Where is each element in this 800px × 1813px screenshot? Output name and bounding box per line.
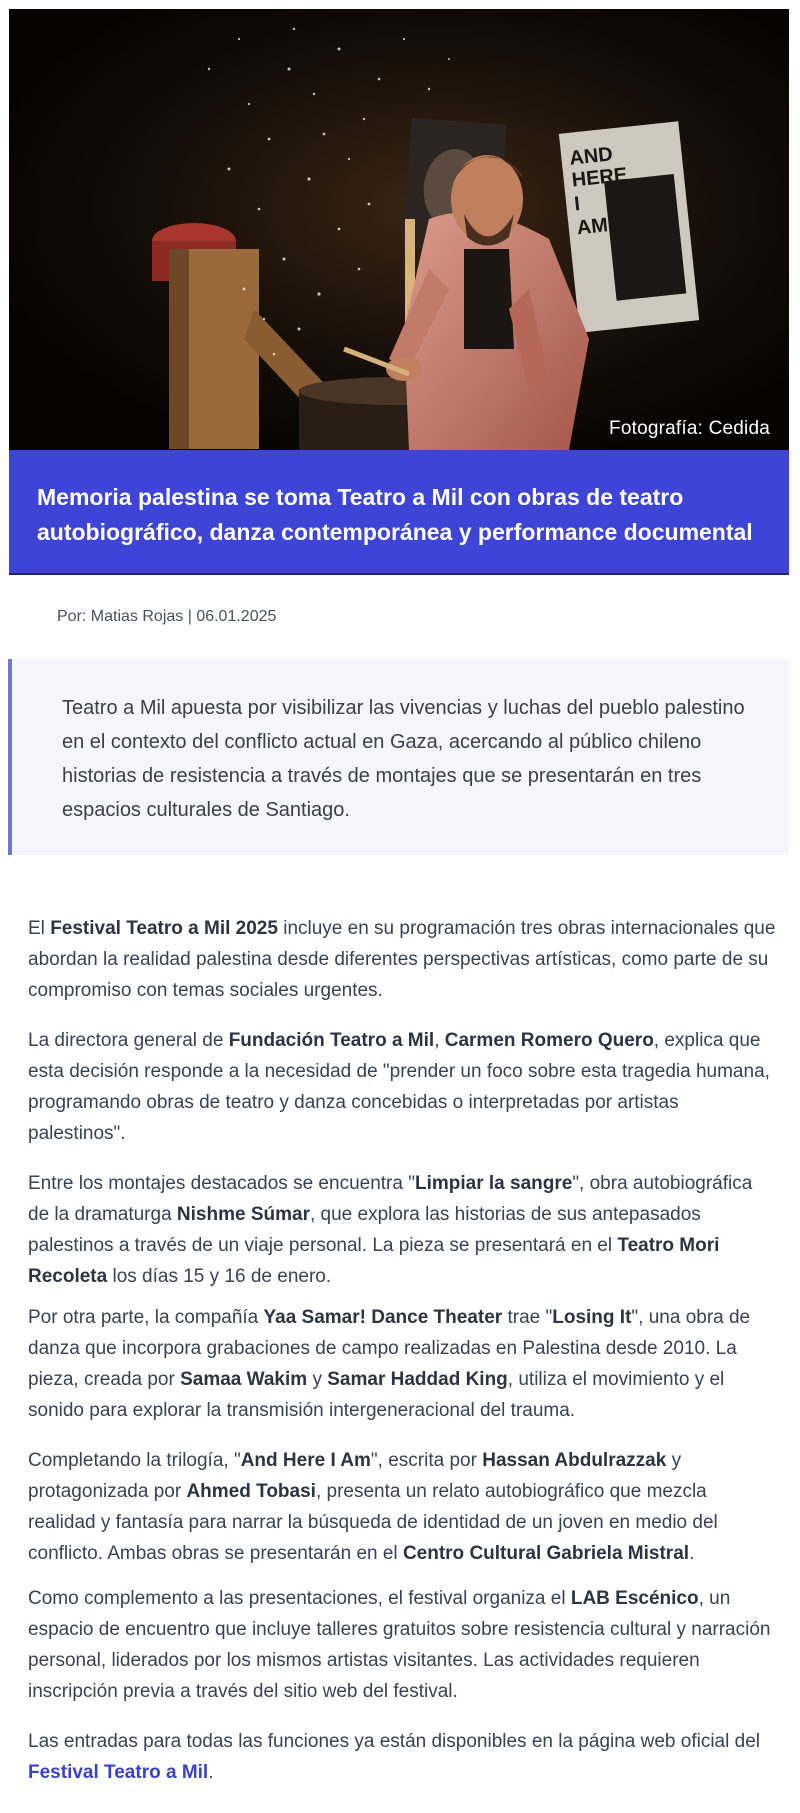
photo-credit: Fotografía: Cedida <box>609 418 770 439</box>
hero-image <box>9 9 789 450</box>
text: , utiliza el movimiento y el sonido para explorar la transmisión intergeneracional del trauma. <box>28 1369 725 1421</box>
article-title-band <box>9 450 789 575</box>
text: Las entradas para todas las funciones ya están disponibles en la página web oficial del <box>28 1731 760 1752</box>
article-body <box>28 913 778 1788</box>
bold-venue-name: Centro Cultural Gabriela Mistral <box>402 1543 690 1564</box>
article-title-line-2: autobiográfico, danza contemporánea y performance documental <box>37 519 753 545</box>
paragraph-3 <box>28 1168 778 1292</box>
bold-writer-name: Hassan Abdulrazzak <box>482 1450 667 1471</box>
paragraph-1 <box>28 913 778 1006</box>
text: , presenta un relato autobiográfico que mezcla realidad y fantasía para narrar la búsqueda de identidad de un joven en medio del conflicto. Ambas obras se presentarán en el <box>28 1481 718 1564</box>
bold-playwright-name: Nishme Súmar <box>176 1204 310 1225</box>
article-summary <box>8 659 789 855</box>
bold-play-title: And Here I Am <box>240 1450 371 1471</box>
paragraph-7 <box>28 1726 778 1788</box>
bold-play-title: Limpiar la sangre <box>414 1173 573 1194</box>
text: Completando la trilogía, " <box>28 1450 241 1471</box>
summary-text: Teatro a Mil apuesta por visibilizar las vivencias y luchas del pueblo palestino en el contexto del conflicto actual en Gaza, acercando al público chileno historias de resistencia a través de montajes que se presentarán en tres espacios culturales de Santiago. <box>62 697 745 821</box>
text: los días 15 y 16 de enero. <box>107 1266 332 1287</box>
bold-lab-name: LAB Escénico <box>570 1588 699 1609</box>
festival-link[interactable]: Festival Teatro a Mil <box>28 1762 209 1783</box>
bold-actor-name: Ahmed Tobasi <box>186 1481 316 1502</box>
background-poster-right <box>559 121 699 332</box>
text: incluye en su programación tres obras internacionales que abordan la realidad palestina desde diferentes perspectivas artísticas, como parte de su compromiso con temas sociales urgentes. <box>28 918 776 1001</box>
bold-venue-name: Teatro Mori Recoleta <box>28 1235 720 1287</box>
text: y <box>307 1369 328 1390</box>
bold-creator-name: Samar Haddad King <box>327 1369 508 1390</box>
bold-director-name: Carmen Romero Quero <box>444 1030 654 1051</box>
bold-company-name: Yaa Samar! Dance Theater <box>263 1307 503 1328</box>
bold-creator-name: Samaa Wakim <box>180 1369 308 1390</box>
text: La directora general de <box>28 1030 229 1051</box>
text: , explica que esta decisión responde a la necesidad de "prender un foco sobre esta tragedia humana, programando obras de teatro y danza concebidas o interpretadas por artistas palestinos". <box>28 1030 770 1144</box>
poster-word-1: AND <box>568 143 614 170</box>
bold-play-title: Losing It <box>552 1307 632 1328</box>
text: El <box>28 918 51 939</box>
poster-word-4: AM <box>575 214 609 240</box>
text: Por otra parte, la compañía <box>28 1307 264 1328</box>
text: trae " <box>502 1307 553 1328</box>
text: Como complemento a las presentaciones, el festival organiza el <box>28 1588 571 1609</box>
text: ", escrita por <box>370 1450 483 1471</box>
text: ", obra autobiográfica de la dramaturga <box>28 1173 753 1225</box>
poster-word-3: I <box>573 193 582 216</box>
hero-photo <box>9 9 789 450</box>
paragraph-2 <box>28 1025 778 1149</box>
paragraph-5 <box>28 1445 778 1569</box>
text: . <box>689 1543 695 1564</box>
paragraph-6 <box>28 1583 778 1707</box>
text: ", una obra de danza que incorpora grabaciones de campo realizadas en Palestina desde 2010. La pieza, creada por <box>28 1307 751 1390</box>
byline: Por: Matias Rojas | 06.01.2025 <box>57 608 277 625</box>
text: , un espacio de encuentro que incluye talleres gratuitos sobre resistencia cultural y narración personal, liderados por los mismos artistas visitantes. Las actividades requieren inscripción previa a través del sitio web del festival. <box>28 1588 771 1702</box>
text: . <box>208 1762 214 1783</box>
text: Entre los montajes destacados se encuentra " <box>28 1173 415 1194</box>
bold-foundation-name: Fundación Teatro a Mil <box>228 1030 435 1051</box>
text: , <box>434 1030 445 1051</box>
text: , que explora las historias de sus antepasados palestinos a través de un viaje personal. La pieza se presentará en el <box>28 1204 701 1256</box>
article-title-line-1: Memoria palestina se toma Teatro a Mil con obras de teatro <box>37 484 684 510</box>
article-title <box>37 480 761 550</box>
poster-word-2: HERE <box>570 163 629 192</box>
paragraph-4 <box>28 1302 778 1426</box>
text: y protagonizada por <box>28 1450 682 1502</box>
bold-festival-name: Festival Teatro a Mil 2025 <box>50 918 278 939</box>
